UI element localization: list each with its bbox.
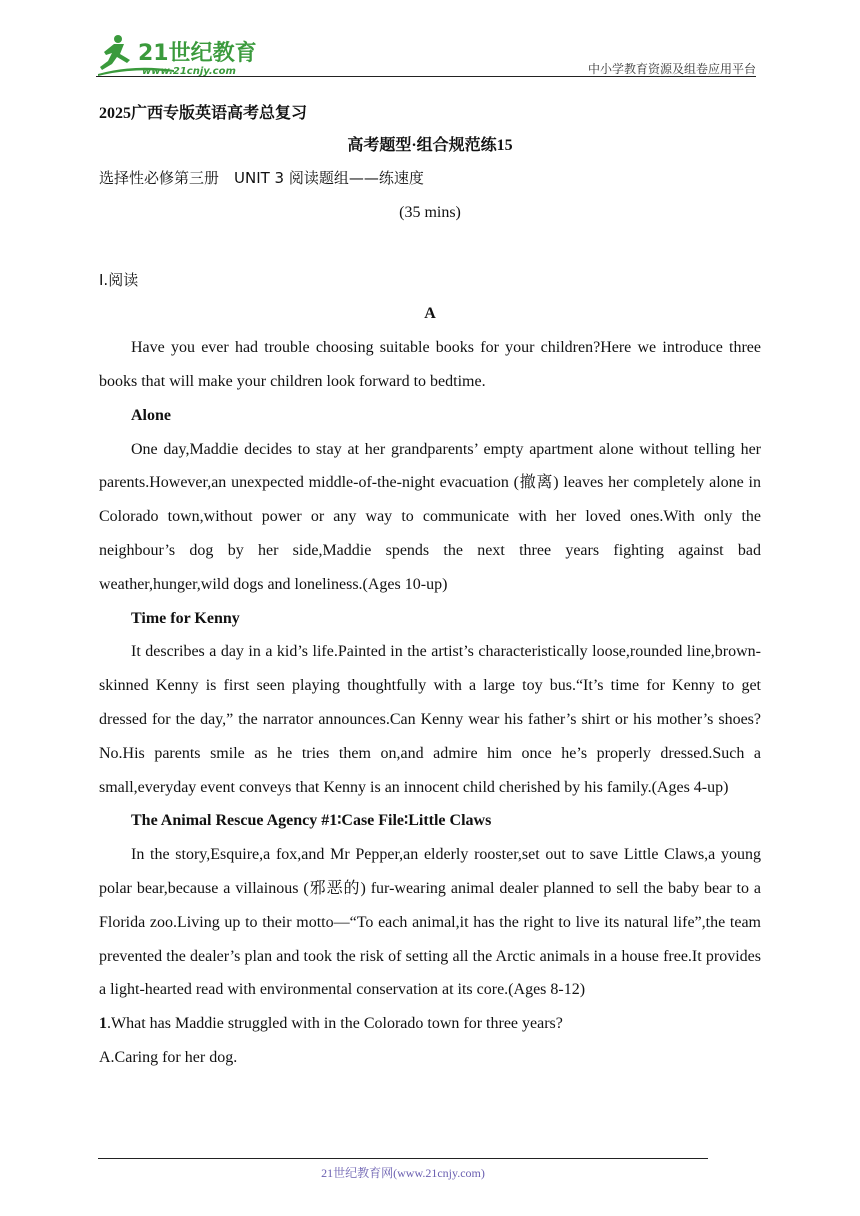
time-limit: (35 mins) (399, 203, 461, 221)
question-text: .What has Maddie struggled with in the Colorado town for three years? (107, 1015, 563, 1033)
book-description: One day,Maddie decides to stay at her grandparents’ empty apartment alone without telling her parents.However,an unexpected middle-of-the-night evacuation (撤离) leaves her completely alone in Colorado town,without power or any way to communicate with her loved ones.With only the neighbour’s dog by her side,Maddie spends the next three years fighting against bad weather,hunger,wild dogs and loneliness.(Ages 10-up) (99, 440, 761, 593)
page-header (0, 0, 860, 80)
section-heading: Ⅰ.阅读 (99, 270, 139, 289)
platform-name: 中小学教育资源及组卷应用平台 (587, 62, 756, 76)
question (99, 1007, 761, 1041)
book-title: Time for Kenny (131, 609, 240, 627)
option-a: A.Caring for her dog. (99, 1048, 238, 1066)
series-title: 2025广西专版英语高考总复习 (99, 105, 308, 122)
book-title: Alone (131, 406, 171, 424)
book-title: The Animal Rescue Agency #1∶Case File∶Little Claws (131, 812, 492, 830)
logo-url: www.21cnjy.com (142, 66, 236, 77)
document-subtitle: 选择性必修第三册 UNIT 3 阅读题组——练速度 (99, 169, 424, 187)
header-divider (96, 76, 756, 77)
document-body (99, 98, 761, 1075)
footer-divider (98, 1158, 708, 1159)
footer-text: 21世纪教育网(www.21cnjy.com) (321, 1166, 485, 1180)
question-number: 1 (99, 1015, 107, 1033)
book-description: In the story,Esquire,a fox,and Mr Pepper,an elderly rooster,set out to save Little Claws,a young polar bear,because a villainous (邪恶的) fur-wearing animal dealer planned to sell the baby bear to a Florida zoo.Living up to their motto—“To each animal,it has the right to live its natural life”,the team prevented the dealer’s plan and took the risk of setting all the Arctic animals in a house free.It provides a light-hearted read with environmental conservation at its core.(Ages 8-12) (99, 846, 761, 999)
document-title: 高考题型·组合规范练15 (347, 137, 513, 154)
logo (94, 34, 264, 78)
passage-intro: Have you ever had trouble choosing suitable books for your children?Here we introduce three books that will make your children look forward to bedtime. (99, 339, 761, 390)
book-description: It describes a day in a kid’s life.Painted in the artist’s characteristically loose,rounded line,brown-skinned Kenny is first seen playing thoughtfully with a large toy bus.“It’s time for Kenny to get dressed for the day,” the narrator announces.Can Kenny wear his father’s shirt or his mother’s shoes?No.His parents smile as he tries them on,and admire him once he’s properly dressed.Such a small,everyday event conveys that Kenny is an innocent child cherished by his family.(Ages 4-up) (99, 643, 761, 796)
logo-title: 21世纪教育 (138, 41, 257, 66)
part-label: A (424, 305, 436, 323)
